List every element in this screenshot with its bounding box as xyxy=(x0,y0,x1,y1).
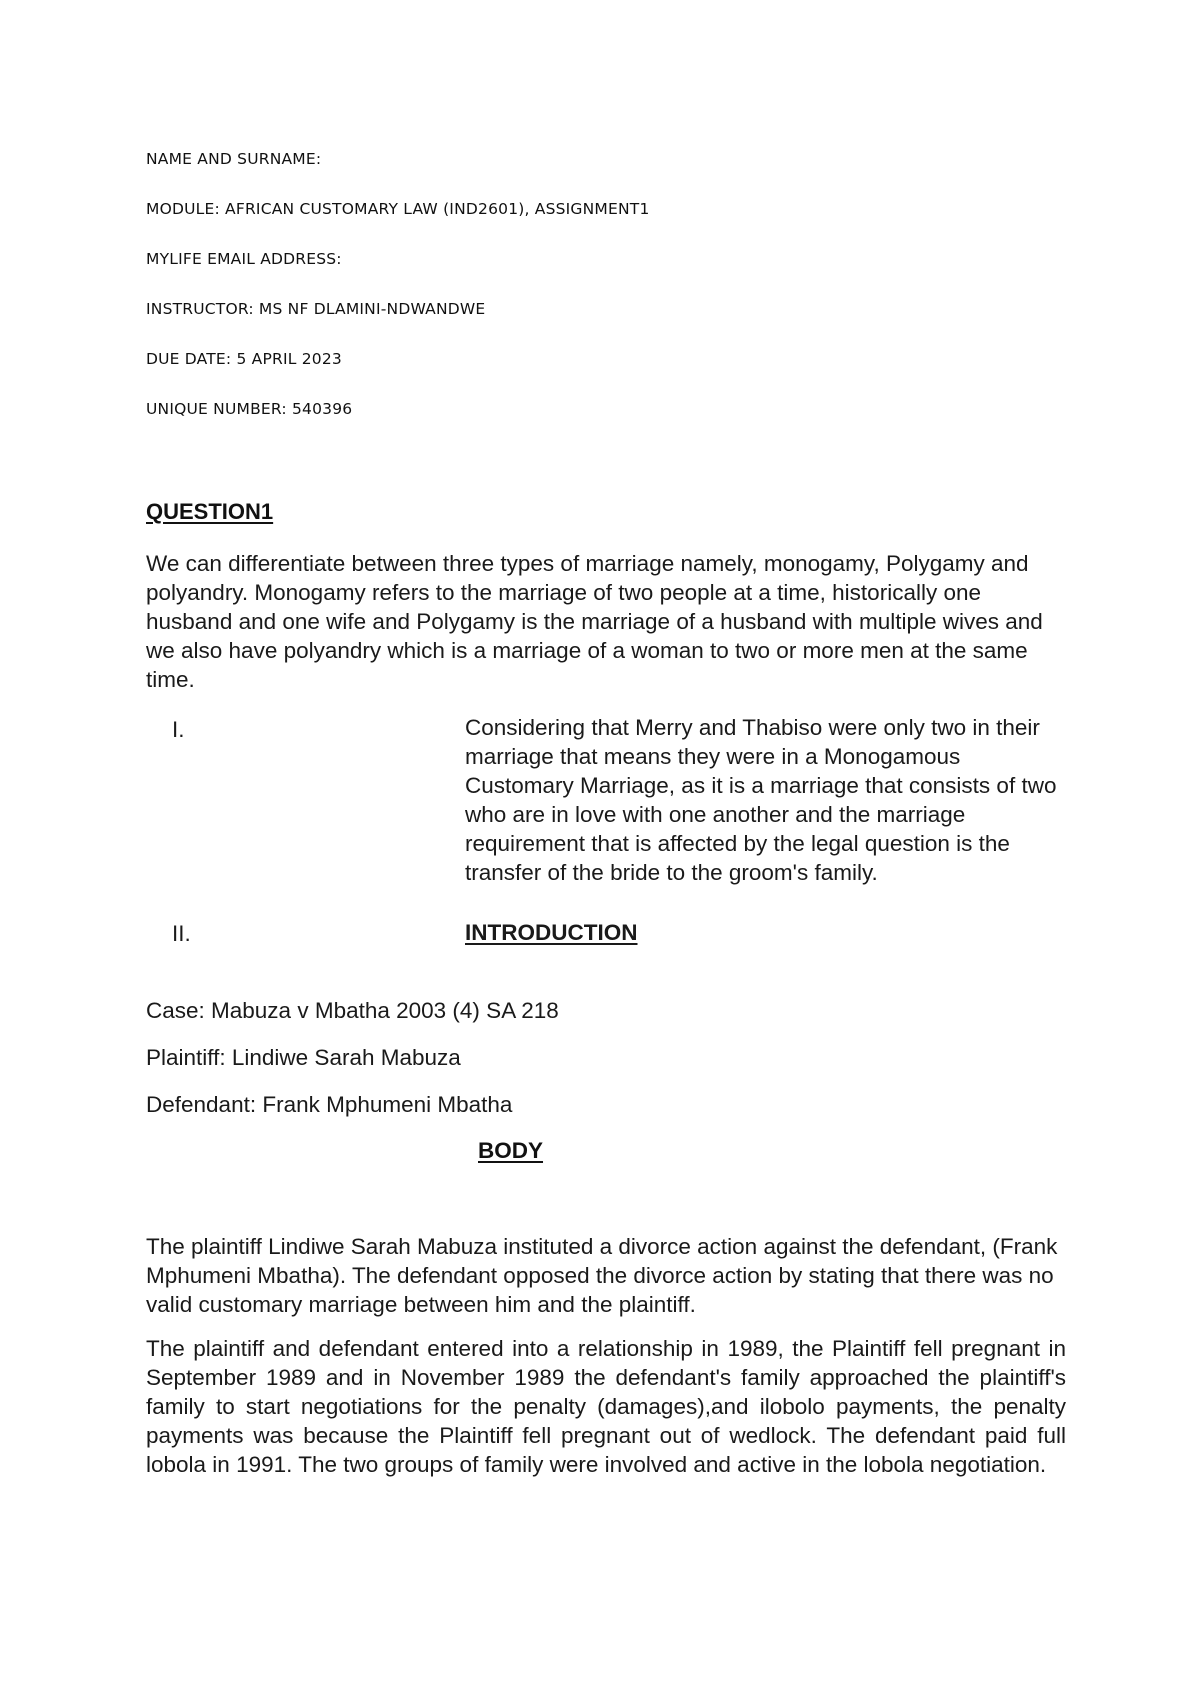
name-surname-line: NAME AND SURNAME: xyxy=(146,150,322,168)
body-heading: BODY xyxy=(478,1138,544,1163)
email-line: MYLIFE EMAIL ADDRESS: xyxy=(146,250,342,268)
module-line: MODULE: AFRICAN CUSTOMARY LAW (IND2601), ASSIGNMENT1 xyxy=(146,200,650,218)
plaintiff-line: Plaintiff: Lindiwe Sarah Mabuza xyxy=(146,1045,461,1070)
body-paragraph-1: The plaintiff Lindiwe Sarah Mabuza instituted a divorce action against the defendant, (Frank Mphumeni Mbatha). The defendant opposed the divorce action by stating that there was no valid customary marriage between him and the plaintiff. xyxy=(146,1234,1058,1317)
due-date-line: DUE DATE: 5 APRIL 2023 xyxy=(146,350,342,368)
introduction-heading: INTRODUCTION xyxy=(465,920,638,945)
list-item-number: II. xyxy=(172,921,191,946)
list-item-text: Considering that Merry and Thabiso were only two in their marriage that means they were in a Monogamous Customary Marriage, as it is a marriage that consists of two who are in love with one another and the marriage requirement that is affected by the legal question is the transfer of the bride to the groom's family. xyxy=(465,715,1057,885)
instructor-line: INSTRUCTOR: MS NF DLAMINI-NDWANDWE xyxy=(146,300,486,318)
question-title: QUESTION1 xyxy=(146,499,274,524)
question-intro-paragraph: We can differentiate between three types of marriage namely, monogamy, Polygamy and polyandry. Monogamy refers to the marriage of two people at a time, historically one husband and one wife and Polygamy is the marriage of a husband with multiple wives and we also have polyandry which is a marriage of a woman to two or more men at the same time. xyxy=(146,551,1043,692)
defendant-line: Defendant: Frank Mphumeni Mbatha xyxy=(146,1092,513,1117)
list-item-number: I. xyxy=(172,717,185,742)
case-line: Case: Mabuza v Mbatha 2003 (4) SA 218 xyxy=(146,998,559,1023)
unique-number-line: UNIQUE NUMBER: 540396 xyxy=(146,400,353,418)
body-paragraph-2: The plaintiff and defendant entered into a relationship in 1989, the Plaintiff fell pregnant in September 1989 and in November 1989 the defendant's family approached the plaintiff's family to start negotiations for the penalty (damages),and ilobolo payments, the penalty payments was because the Plaintiff fell pregnant out of wedlock. The defendant paid full lobola in 1991. The two groups of family were involved and active in the lobola negotiation. xyxy=(146,1336,1066,1477)
